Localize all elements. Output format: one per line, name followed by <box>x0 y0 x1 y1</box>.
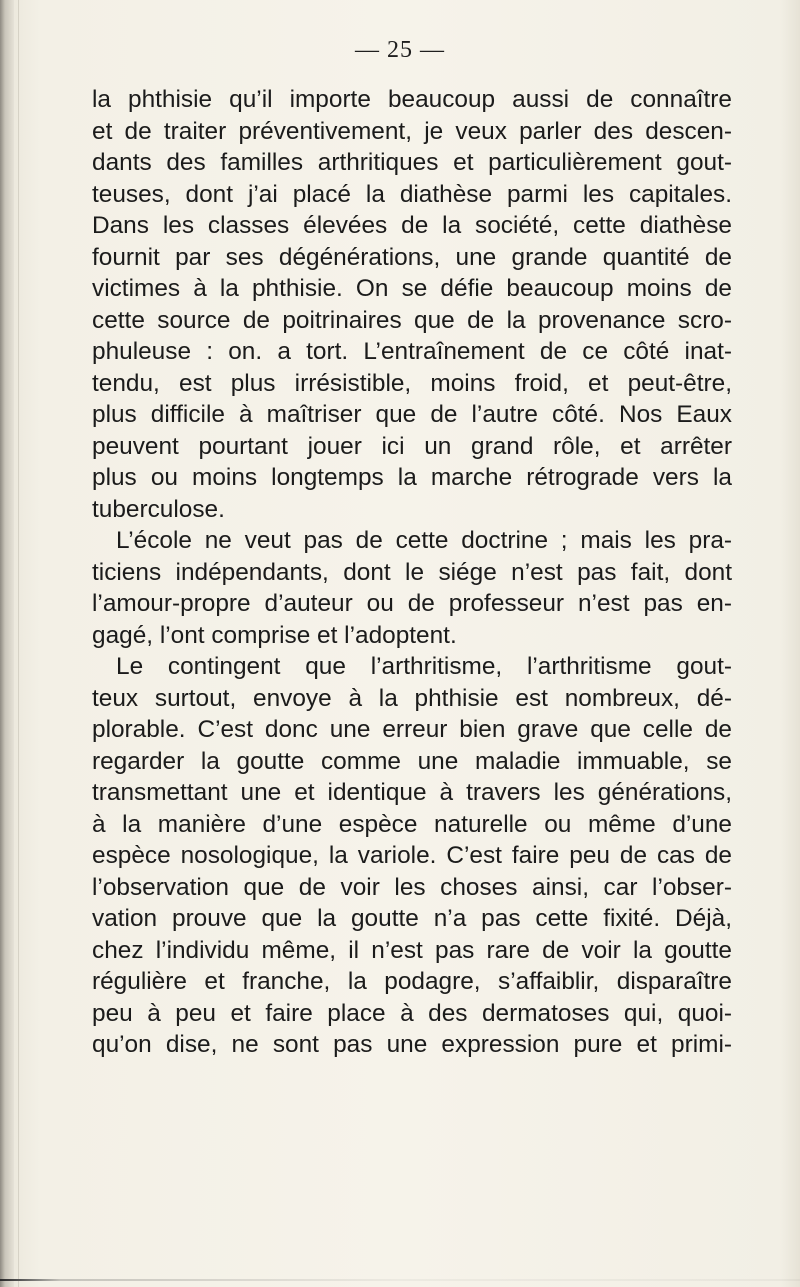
text-line: victimes à la phthisie. On se défie beaucoup moins de <box>92 275 732 302</box>
text-line: et de traiter préventivement, je veux parler des descen- <box>92 117 732 145</box>
text-line: teux surtout, envoye à la phthisie est nombreux, dé- <box>92 684 732 712</box>
text-line: peuvent pourtant jouer ici un grand rôle, et arrêter <box>92 432 732 460</box>
text-line-paragraph-start: Le contingent que l’arthritisme, l’arthritisme gout- <box>116 653 732 680</box>
text-line-paragraph-start: L’école ne veut pas de cette doctrine ; mais les pra- <box>116 527 732 554</box>
text-line: plorable. C’est donc une erreur bien grave que celle de <box>92 716 732 743</box>
page-binding-edge <box>0 0 14 1287</box>
text-line: phuleuse : on. a tort. L’entraînement de ce côté inat- <box>92 338 732 365</box>
text-line: regarder la goutte comme une maladie immuable, se <box>92 747 732 775</box>
bottom-edge-rule <box>0 1279 800 1281</box>
text-line: chez l’individu même, il n’est pas rare de voir la goutte <box>92 936 732 964</box>
text-line: ticiens indépendants, dont le siége n’est pas fait, dont <box>92 558 732 586</box>
text-line: plus ou moins longtemps la marche rétrograde vers la <box>92 464 732 491</box>
text-line: l’observation que de voir les choses ainsi, car l’obser- <box>92 873 732 901</box>
text-line: régulière et franche, la podagre, s’affaiblir, disparaître <box>92 968 732 995</box>
text-line: cette source de poitrinaires que de la provenance scro- <box>92 306 732 334</box>
text-line: espèce nosologique, la variole. C’est faire peu de cas de <box>92 842 732 869</box>
text-line-paragraph-end: tuberculose. <box>92 495 225 523</box>
text-line: à la manière d’une espèce naturelle ou même d’une <box>92 810 732 838</box>
text-line: teuses, dont j’ai placé la diathèse parmi les capitales. <box>92 180 732 208</box>
text-line: peu à peu et faire place à des dermatoses qui, quoi- <box>92 999 732 1027</box>
text-line: dants des familles arthritiques et particulièrement gout- <box>92 149 732 176</box>
text-line: transmettant une et identique à travers les générations, <box>92 779 732 806</box>
text-line: vation prouve que la goutte n’a pas cette fixité. Déjà, <box>92 905 732 932</box>
page-fold-line <box>18 0 19 1287</box>
page-number: — 25 — <box>355 37 445 63</box>
body-text <box>92 84 732 1061</box>
text-line: la phthisie qu’il importe beaucoup aussi de connaître <box>92 86 732 113</box>
text-line: l’amour-propre d’auteur ou de professeur n’est pas en- <box>92 590 732 617</box>
text-line: plus difficile à maîtriser que de l’autre côté. Nos Eaux <box>92 401 732 428</box>
text-line: tendu, est plus irrésistible, moins froid, et peut-être, <box>92 369 732 397</box>
text-line-paragraph-end: gagé, l’ont comprise et l’adoptent. <box>92 621 457 649</box>
text-line: fournit par ses dégénérations, une grande quantité de <box>92 243 732 271</box>
text-line: qu’on dise, ne sont pas une expression pure et primi- <box>92 1031 732 1058</box>
text-line: Dans les classes élevées de la société, cette diathèse <box>92 212 732 239</box>
